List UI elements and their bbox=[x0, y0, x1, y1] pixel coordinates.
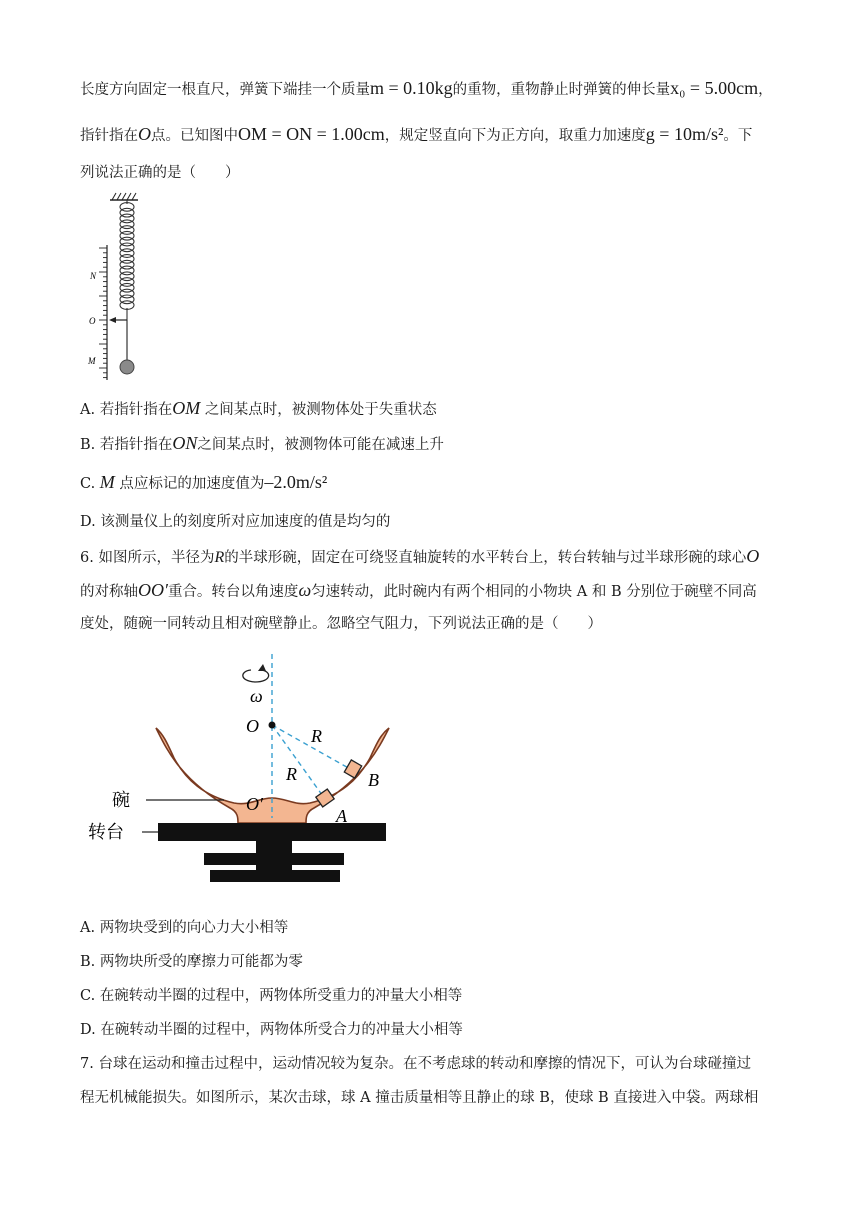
q5-option-b-text: 之间某点时，被测物体可能在减速上升 bbox=[197, 437, 444, 453]
spring-coils bbox=[120, 200, 134, 320]
q5-option-b bbox=[80, 433, 444, 455]
q6-line3: 度处，随碗一同转动且相对碗壁静止。忽略空气阻力，下列说法正确的是（ ） bbox=[80, 616, 602, 632]
label-o-center: O bbox=[246, 716, 259, 736]
q6-center-symbol: O bbox=[746, 546, 760, 566]
turntable-base-lower bbox=[210, 870, 340, 882]
weight-ball bbox=[120, 360, 134, 374]
q6-line1-b: 的半球形碗，固定在可绕竖直轴旋转的水平转台上，转台转轴与过半球形碗的球心 bbox=[224, 550, 747, 566]
q5-option-c-value: –2.0m/s² bbox=[264, 472, 328, 492]
q5-line1-c: ， bbox=[758, 82, 773, 98]
label-b: B bbox=[368, 770, 379, 790]
label-n: N bbox=[90, 271, 97, 281]
omega-label: ω bbox=[250, 686, 263, 706]
ceiling-hatch bbox=[112, 193, 136, 200]
q6-omega-symbol: ω bbox=[298, 580, 312, 600]
turntable-shaft bbox=[256, 841, 292, 853]
q5-line2-c: ，规定竖直向下为正方向，取重力加速度 bbox=[384, 128, 646, 144]
pointer-arrow bbox=[109, 317, 116, 323]
label-bowl: 碗 bbox=[112, 790, 130, 810]
gravity-expression: g = 10m/s² bbox=[645, 124, 724, 144]
q5-line2-b: 点。已知图中 bbox=[151, 128, 238, 144]
q6-option-b: B. 两物块所受的摩擦力可能都为零 bbox=[80, 954, 303, 970]
q5-option-b-prefix: B. 若指针指在 bbox=[80, 437, 173, 453]
q6-radius-symbol: R bbox=[214, 549, 225, 566]
q5-option-c-prefix: C. bbox=[80, 476, 100, 492]
q5-line2-a: 指针指在 bbox=[80, 128, 138, 144]
point-o: O bbox=[138, 124, 151, 144]
q6-line1 bbox=[80, 546, 759, 568]
q6-option-d: D. 在碗转动半圈的过程中，两物体所受合力的冲量大小相等 bbox=[80, 1022, 463, 1038]
q7-line2: 程无机械能损失。如图所示，某次击球，球 A 撞击质量相等且静止的球 B，使球 B 直接进入中袋。两球相 bbox=[80, 1090, 759, 1106]
q6-option-c: C. 在碗转动半圈的过程中，两物体所受重力的冲量大小相等 bbox=[80, 988, 463, 1004]
label-o-prime: O′ bbox=[246, 794, 263, 814]
q5-option-c-symbol: M bbox=[99, 472, 115, 492]
label-turntable: 转台 bbox=[88, 822, 124, 842]
q5-option-a bbox=[80, 398, 437, 420]
ruler-ticks bbox=[99, 248, 107, 378]
q5-option-c-text: 点应标记的加速度值为 bbox=[119, 476, 265, 492]
q5-option-d: D. 该测量仪上的刻度所对应加速度的值是均匀的 bbox=[80, 514, 391, 530]
turntable-top bbox=[158, 823, 386, 841]
rotation-arrow-icon bbox=[243, 670, 269, 682]
q6-line1-a: 6. 如图所示，半径为 bbox=[80, 550, 215, 566]
turntable-base-upper bbox=[204, 853, 344, 865]
om-on-expression: OM = ON = 1.00cm bbox=[238, 124, 385, 144]
q5-option-b-symbol: ON bbox=[172, 433, 198, 453]
rotation-arrowhead-icon bbox=[258, 664, 266, 671]
q5-line1-a: 长度方向固定一根直尺，弹簧下端挂一个质量 bbox=[80, 82, 370, 98]
extension-expression: x₀ = 5.00cm bbox=[670, 78, 759, 98]
label-r-upper: R bbox=[311, 726, 322, 746]
bowl-figure bbox=[80, 640, 410, 905]
q6-line2-b: 重合。转台以角速度 bbox=[167, 584, 299, 600]
q5-option-a-prefix: A. 若指针指在 bbox=[80, 402, 173, 418]
q5-option-c bbox=[80, 472, 327, 494]
q6-axis-symbol: OO′ bbox=[138, 580, 168, 600]
mass-expression: m = 0.10kg bbox=[370, 78, 453, 98]
q5-line1 bbox=[80, 78, 773, 100]
block-b bbox=[344, 760, 361, 778]
label-m: M bbox=[88, 356, 96, 366]
spring-figure bbox=[80, 190, 160, 390]
center-point-o bbox=[269, 722, 276, 729]
q5-line2-d: 。下 bbox=[723, 128, 753, 144]
label-r-lower: R bbox=[286, 764, 297, 784]
q5-line2 bbox=[80, 124, 752, 146]
turntable-base-link bbox=[256, 865, 292, 870]
label-a: A bbox=[336, 806, 347, 826]
label-o: O bbox=[89, 316, 96, 326]
q6-option-a: A. 两物块受到的向心力大小相等 bbox=[80, 920, 289, 936]
q7-line1: 7. 台球在运动和撞击过程中，运动情况较为复杂。在不考虑球的转动和摩擦的情况下，可认为台球碰撞过 bbox=[80, 1056, 751, 1072]
q5-line1-b: 的重物，重物静止时弹簧的伸长量 bbox=[452, 82, 671, 98]
q6-line2-c: 匀速转动，此时碗内有两个相同的小物块 A 和 B 分别位于碗壁不同高 bbox=[311, 584, 757, 600]
q5-line3: 列说法正确的是（ ） bbox=[80, 165, 240, 181]
q6-line2-a: 的对称轴 bbox=[80, 584, 138, 600]
q5-option-a-text: 之间某点时，被测物体处于失重状态 bbox=[204, 402, 437, 418]
q5-option-a-symbol: OM bbox=[172, 398, 201, 418]
q6-line2 bbox=[80, 580, 757, 602]
